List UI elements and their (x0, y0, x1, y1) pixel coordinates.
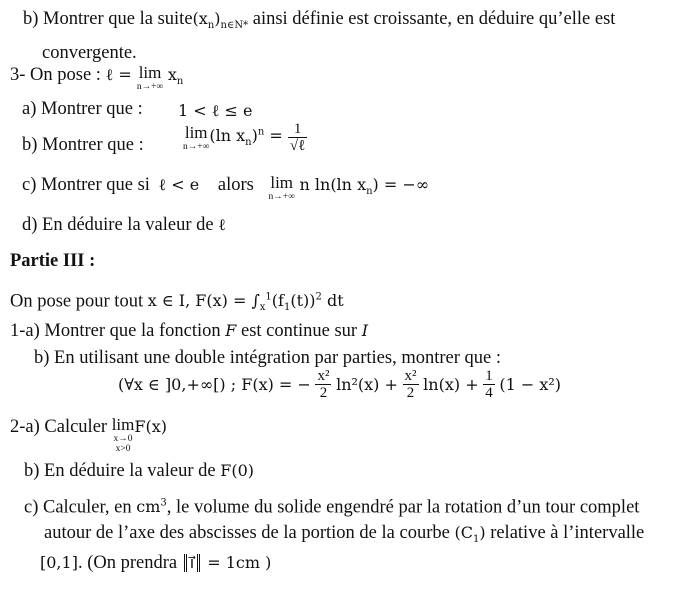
question-label: 3- On pose : (10, 65, 101, 85)
intro-text: On pose pour tout (10, 291, 144, 312)
function-value: F(0) (220, 461, 254, 480)
vector-norm: i⃗ (184, 554, 200, 572)
q1b-formula: (∀x ∈ ]0,+∞[) ; F(x) = − $\frac{\text{x²}}{2}$ ln²(x) + $\frac{\text{x²}}{2}$ ln(x) + $\frac{1}{4}$ (1 − x²) (118, 368, 562, 401)
alors-word: alors (217, 175, 254, 195)
question-label: b) Montrer que la suite (23, 9, 193, 29)
interval-math: [0,1] (40, 553, 78, 572)
curve-symbol: $(C_1)$ (454, 523, 486, 546)
ell-symbol: ℓ = (105, 65, 137, 84)
unit-math: $cm^3$ (136, 497, 167, 517)
fraction: $\frac{\text{x²}}{2}$ (317, 368, 330, 401)
limit-expression: n ln(ln $x_n$) = −∞ (299, 175, 430, 198)
fraction: $\frac{1}{4}$ (485, 368, 493, 401)
question-label: c) Montrer que si (22, 175, 150, 195)
q3c-line (22, 174, 429, 203)
xn-math: $x_n$ (167, 65, 184, 88)
question-text: est continue sur (236, 321, 362, 341)
q2c-line3 (40, 552, 271, 574)
q3b-parent-line2: convergente. (42, 43, 137, 63)
question-label: 2-a) Calculer (10, 417, 108, 437)
sequence-math: $(x_n)_{n\in N*}$ (192, 9, 249, 32)
question-label: 1-a) Montrer que la fonction (10, 321, 221, 341)
q2b-line (24, 460, 254, 482)
question-text: relative à l’intervalle (490, 523, 645, 543)
question-text: autour de l’axe des abscisses de la portion de la courbe (44, 523, 450, 543)
fraction: $\frac{1}{\text{√ℓ}}$ (289, 121, 306, 155)
q1a-line (10, 320, 368, 342)
q3b-parent-line (23, 8, 615, 37)
q2c-line2 (44, 522, 644, 551)
definition-math: x ∈ I, $F(x) = \int_x^1(f_1(t))^2$ dt (147, 291, 344, 314)
question-label: a) Montrer que : (22, 99, 143, 119)
function-symbol: F (225, 321, 237, 340)
question-label: d) En déduire la valeur de (22, 215, 214, 235)
q3b-line: b) Montrer que : (22, 135, 144, 155)
limit-notation: lim n→+∞ (136, 63, 164, 92)
question-label: c) Calculer, en (24, 497, 132, 518)
intro-line (10, 287, 344, 320)
q2c-line (24, 493, 639, 518)
limit-notation: lim n→+∞ (268, 173, 295, 202)
section-title: Partie III : (10, 251, 96, 271)
ell-symbol: ℓ (218, 215, 226, 234)
q3b-math: lim n→+∞ (ln $x_n)^n$ = $\frac{1}{\text{√ℓ}}$ (183, 121, 306, 155)
q3a-math: 1 < ℓ ≤ e (178, 101, 253, 120)
condition-math: ℓ < e (158, 175, 200, 194)
question-text: ainsi définie est croissante, en déduire qu’elle est (248, 9, 616, 29)
question-label: b) En déduire la valeur de (24, 461, 216, 481)
interval-symbol: I (361, 321, 369, 340)
question-text: . (On prendra (77, 553, 178, 573)
q3a-line (22, 98, 143, 120)
fraction: $\frac{\text{x²}}{2}$ (404, 368, 417, 401)
q1b-line: b) En utilisant une double intégration par parties, montrer que : (34, 348, 501, 368)
limit-notation: lim x→0 x>0 (111, 415, 135, 454)
function-expression: F(x) (134, 417, 167, 436)
q3d-line (22, 214, 226, 236)
q2a-line (10, 416, 167, 454)
question-text: , le volume du solide engendré par la rotation d’un tour complet (166, 497, 640, 518)
norm-value: = 1cm ) (202, 553, 272, 572)
limit-notation: lim n→+∞ (183, 123, 210, 153)
q3-line (10, 64, 183, 93)
